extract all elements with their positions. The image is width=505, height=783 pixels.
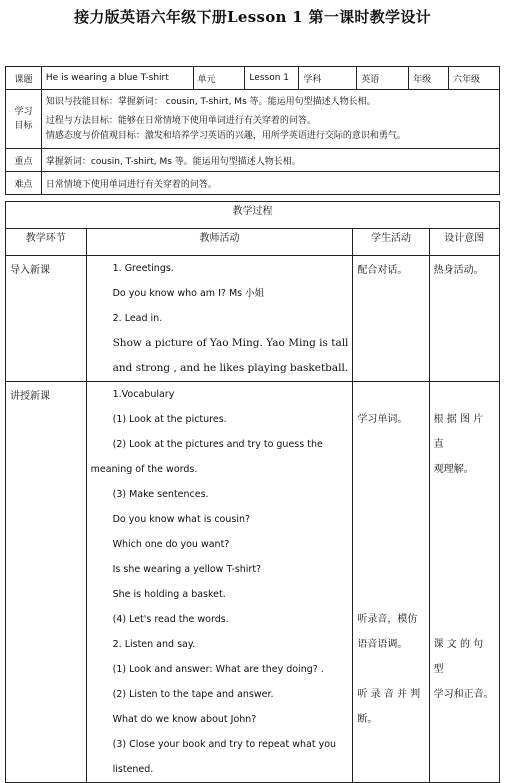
grade-label: 年级 xyxy=(409,67,449,90)
student-activity-text: 听 录 音 并 判 xyxy=(357,689,421,700)
key-point-value: 掌握新词：cousin, T-shirt, Ms 等。能运用句型描述人物长相。 xyxy=(41,149,499,172)
subject-label: 学科 xyxy=(299,67,357,90)
stage-new-lesson: 讲授新课 xyxy=(6,382,87,783)
objectives-label-line-2: 目标 xyxy=(14,121,33,131)
grade-value: 六年级 xyxy=(449,67,500,90)
teacher-line: What do we know about John? xyxy=(112,714,257,725)
unit-value: Lesson 1 xyxy=(245,67,299,90)
column-teacher: 教师活动 xyxy=(86,229,353,256)
teacher-line: 1.Vocabulary xyxy=(112,389,175,400)
student-activity-new-lesson xyxy=(353,382,429,783)
design-intent-text: 根 据 图 片 直 xyxy=(433,414,484,450)
teacher-activity-new-lesson xyxy=(86,382,353,783)
teacher-line: She is holding a basket. xyxy=(112,589,226,600)
teacher-line: Do you know what is cousin? xyxy=(112,514,251,525)
teacher-line: 2. Lead in. xyxy=(112,313,163,324)
objective-process: 过程与方法目标：能够在日常情境下使用单词进行有关穿着的问答。 xyxy=(45,115,316,126)
column-design: 设计意图 xyxy=(429,229,499,256)
teacher-line: Which one do you want? xyxy=(112,539,230,550)
teacher-line: (2) Look at the pictures and try to guess the xyxy=(112,439,323,450)
teacher-line: Show a picture of Yao Ming. Yao Ming is tall xyxy=(112,337,349,349)
topic-label: 课题 xyxy=(6,67,42,90)
table-row xyxy=(6,256,500,382)
design-intent-new-lesson xyxy=(429,382,499,783)
process-header: 教学过程 xyxy=(6,202,500,229)
design-intent-text: 课 文 的 句 型 xyxy=(433,639,484,675)
teacher-line: 1. Greetings. xyxy=(112,263,174,274)
objectives-label xyxy=(6,90,42,149)
objective-knowledge: 知识与技能目标：掌握新词： cousin, T-shirt, Ms 等。能运用句型描述人物长相。 xyxy=(45,96,376,107)
design-intent-intro: 热身活动。 xyxy=(429,256,499,382)
subject-value: 英语 xyxy=(357,67,409,90)
teacher-line: Do you know who am I? Ms 小姐 xyxy=(112,288,265,299)
teacher-line: (4) Let's read the words. xyxy=(112,614,229,625)
key-point-label: 重点 xyxy=(6,149,42,172)
objectives-label-line-1: 学习 xyxy=(14,107,33,117)
student-activity-text: 断。 xyxy=(357,714,378,725)
column-stage: 教学环节 xyxy=(6,229,87,256)
difficult-point-label: 难点 xyxy=(6,172,42,195)
column-student: 学生活动 xyxy=(353,229,429,256)
teacher-line: (3) Close your book and try to repeat what you xyxy=(112,739,337,750)
student-activity-text: 听录音，模仿 xyxy=(357,614,418,625)
topic-value: He is wearing a blue T-shirt xyxy=(41,67,193,90)
teacher-line: (1) Look and answer: What are they doing? . xyxy=(112,664,324,675)
student-activity-intro: 配合对话。 xyxy=(353,256,429,382)
unit-label: 单元 xyxy=(193,67,245,90)
teacher-line: meaning of the words. xyxy=(90,464,198,475)
document-title: 接力版英语六年级下册Lesson 1 第一课时教学设计 xyxy=(74,8,431,26)
design-intent-text: 学习和正音。 xyxy=(433,689,494,700)
student-activity-text: 学习单词。 xyxy=(357,414,408,425)
objectives-content xyxy=(41,90,499,149)
teacher-line: Is she wearing a yellow T-shirt? xyxy=(112,564,262,575)
teacher-line: (1) Look at the pictures. xyxy=(112,414,227,425)
design-intent-text: 观理解。 xyxy=(433,464,474,475)
stage-intro: 导入新课 xyxy=(6,256,87,382)
difficult-point-value: 日常情境下使用单词进行有关穿着的问答。 xyxy=(41,172,499,195)
teacher-line: (3) Make sentences. xyxy=(112,489,209,500)
teacher-line: listened. xyxy=(112,764,154,775)
student-activity-text: 语音语调。 xyxy=(357,639,408,650)
teacher-line: (2) Listen to the tape and answer. xyxy=(112,689,274,700)
teacher-activity-intro xyxy=(86,256,353,382)
table-row xyxy=(6,382,500,783)
teacher-line: and strong , and he likes playing basketball. xyxy=(112,362,349,374)
teaching-process-table xyxy=(5,201,500,783)
lesson-info-table xyxy=(5,66,500,195)
teacher-line: 2. Listen and say. xyxy=(112,639,196,650)
objective-emotion: 情感态度与价值观目标：激发和培养学习英语的兴趣，用所学英语进行交际的意识和勇气。 xyxy=(45,130,406,141)
